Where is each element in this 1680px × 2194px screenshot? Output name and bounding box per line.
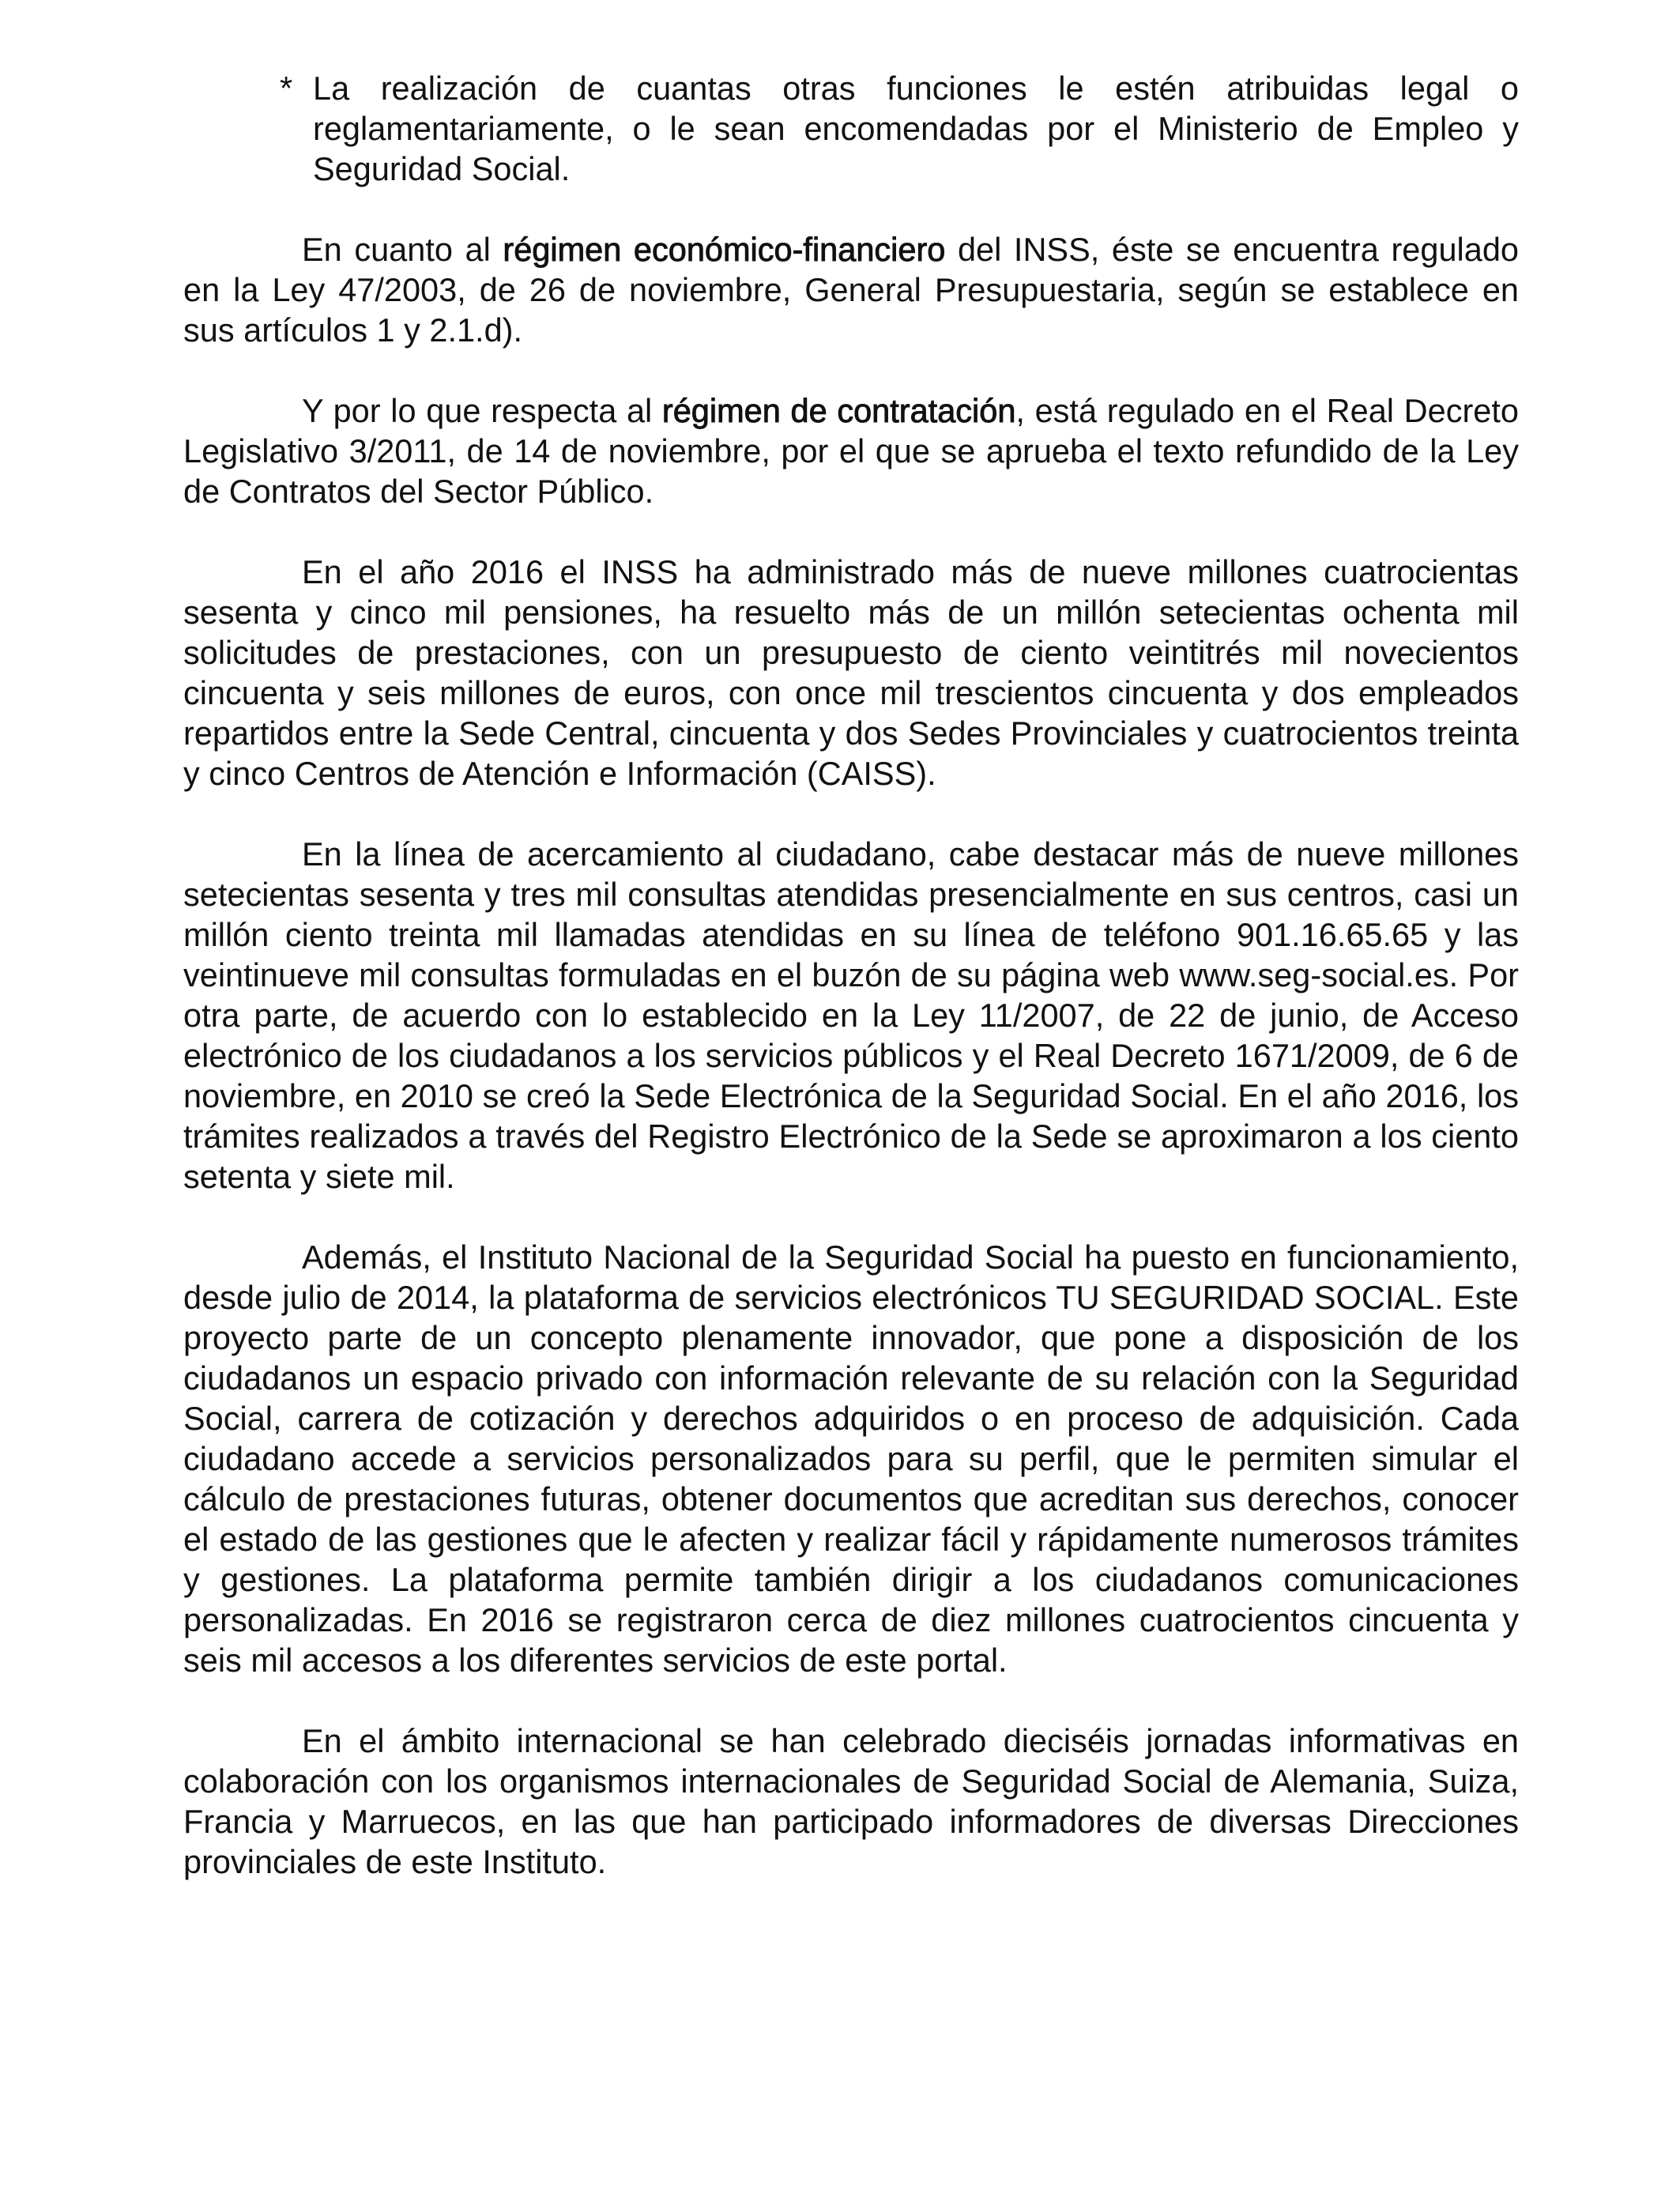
paragraph-text: , está regulado en el Real Decreto Legislativo 3/2011, de 14 de noviembre, por el que se aprueba el texto refundido de la Ley de Contratos del Sector Público. [183,392,1519,510]
paragraph-tu-seguridad-social: Además, el Instituto Nacional de la Seguridad Social ha puesto en funcionamiento, desde julio de 2014, la plataforma de servicios electrónicos TU SEGURIDAD SOCIAL. Este proyecto parte de un concepto plenamente innovador, que pone a disposición de los ciudadanos un espacio privado con información relevante de su relación con la Seguridad Social, carrera de cotización y derechos adquiridos o en proceso de adquisición. Cada ciudadano accede a servicios personalizados para su perfil, que le permiten simular el cálculo de prestaciones futuras, obtener documentos que acreditan sus derechos, conocer el estado de las gestiones que le afecten y realizar fácil y rápidamente numerosos trámites y gestiones. La plataforma permite también dirigir a los ciudadanos comunicaciones personalizadas. En 2016 se registraron cerca de diez millones cuatrocientos cincuenta y seis mil accesos a los diferentes servicios de este portal. [183,1238,1519,1679]
paragraph-citizen-outreach: En la línea de acercamiento al ciudadano, cabe destacar más de nueve millones setecientas sesenta y tres mil consultas atendidas presencialmente en sus centros, casi un millón ciento treinta mil llamadas atendidas en su línea de teléfono 901.16.65.65 y las veintinueve mil consultas formuladas en el buzón de su página web www.seg-social.es. Por otra parte, de acuerdo con lo establecido en la Ley 11/2007, de 22 de junio, de Acceso electrónico de los ciudadanos a los servicios públicos y el Real Decreto 1671/2009, de 6 de noviembre, en 2010 se creó la Sede Electrónica de la Seguridad Social. En el año 2016, los trámites realizados a través del Registro Electrónico de la Sede se aproximaron a los ciento setenta y siete mil. [183,835,1519,1195]
bullet-item [183,68,1519,189]
paragraph-economic-regime [183,229,1519,350]
bold-term: régimen de contratación [661,392,1016,429]
document-page [183,68,1519,1922]
paragraph-text: En cuanto al [302,231,503,268]
bullet-text: La realización de cuantas otras funciones le estén atribuidas legal o reglamentariamente, o le sean encomendadas por el Ministerio de Empleo y Seguridad Social. [313,70,1519,187]
paragraph-international: En el ámbito internacional se han celebrado dieciséis jornadas informativas en colaboración con los organismos internacionales de Seguridad Social de Alemania, Suiza, Francia y Marruecos, en las que han participado informadores de diversas Direcciones provinciales de este Instituto. [183,1722,1519,1880]
paragraph-text: Y por lo que respecta al [302,392,662,429]
bullet-marker: * [280,70,293,107]
paragraph-contracting-regime [183,390,1519,511]
bold-term: régimen económico-financiero [503,231,946,268]
paragraph-inss-2016: En el año 2016 el INSS ha administrado más de nueve millones cuatrocientas sesenta y cinco mil pensiones, ha resuelto más de un millón setecientas ochenta mil solicitudes de prestaciones, con un presupuesto de ciento veintitrés mil novecientos cincuenta y seis millones de euros, con once mil trescientos cincuenta y dos empleados repartidos entre la Sede Central, cincuenta y dos Sedes Provinciales y cuatrocientos treinta y cinco Centros de Atención e Información (CAISS). [183,553,1519,792]
paragraph-text: del INSS, éste se encuentra regulado en la Ley 47/2003, de 26 de noviembre, General Presupuestaria, según se establece en sus artículos 1 y 2.1.d). [183,231,1519,349]
